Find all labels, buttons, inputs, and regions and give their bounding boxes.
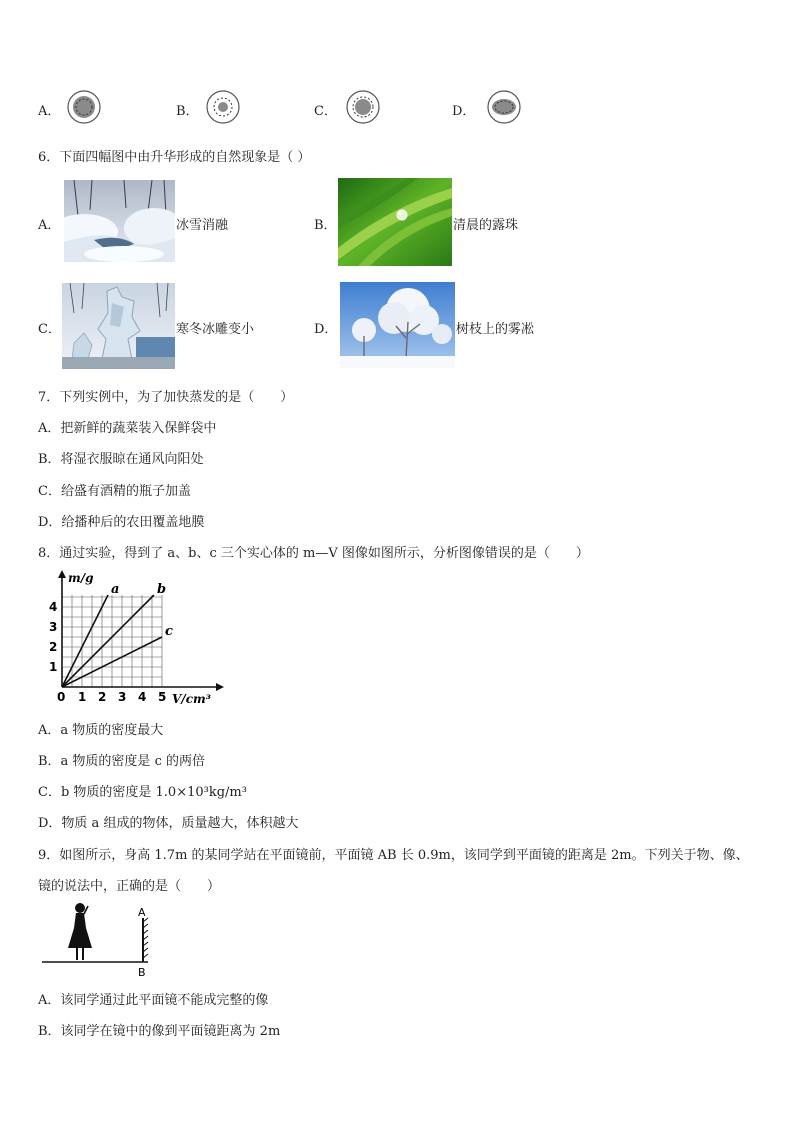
x-tick-label: 2 [98, 690, 107, 704]
q6-option-d-label: D． [314, 322, 338, 337]
q6-option-b-label: B． [314, 218, 337, 233]
q8-option-a: A．a 物质的密度最大 [38, 723, 164, 738]
q6-option-d-caption: 树枝上的雾凇 [456, 322, 535, 337]
mirror-bottom-label: B [138, 966, 146, 979]
q8-option-c: C．b 物质的密度是 1.0×10³kg/m³ [38, 785, 247, 800]
student-figure [68, 903, 92, 960]
q5-option-a-label: A． [38, 104, 61, 119]
dewdrop-on-grass-photo [338, 178, 452, 266]
graph-line-b [62, 595, 154, 687]
q8-option-b: B．a 物质的密度是 c 的两倍 [38, 754, 205, 769]
circle-large-spot-icon [67, 90, 101, 124]
q9-option-b: B．该同学在镜中的像到平面镜距离为 2m [38, 1024, 281, 1039]
y-tick-label: 3 [49, 620, 58, 634]
q7-option-a: A．把新鲜的蔬菜装入保鲜袋中 [38, 421, 217, 436]
y-tick-label: 2 [49, 640, 58, 654]
q5-option-c-label: C． [314, 104, 337, 119]
snow-melting-photo [64, 180, 175, 262]
q5-option-b-label: B． [176, 104, 199, 119]
q7-option-d: D．给播种后的农田覆盖地膜 [38, 515, 205, 530]
q8-question: 8．通过实验，得到了 a、b、c 三个实心体的 m—V 图像如图所示，分析图像错误的是（ ） [38, 546, 589, 561]
y-axis-arrow [58, 570, 66, 578]
q5-option-d-label: D． [452, 104, 476, 119]
q6-option-c-caption: 寒冬冰雕变小 [176, 322, 255, 337]
q8-option-d: D．物质 a 组成的物体，质量越大，体积越大 [38, 816, 299, 831]
q6-option-c-label: C． [38, 322, 61, 337]
graph-grid [62, 595, 162, 687]
circle-small-spot-icon [206, 90, 240, 124]
q9-question-line2: 镜的说法中，正确的是（ ） [38, 879, 221, 894]
y-axis-label: m/g [68, 571, 94, 585]
graph-line-a [62, 595, 108, 687]
q6-question: 6．下面四幅图中由升华形成的自然现象是（ ） [38, 150, 311, 165]
q9-option-a: A．该同学通过此平面镜不能成完整的像 [38, 993, 269, 1008]
q7-option-b: B．将湿衣服晾在通风向阳处 [38, 452, 204, 467]
circle-medium-spot-icon [346, 90, 380, 124]
x-tick-label: 5 [158, 690, 167, 704]
x-axis-arrow [216, 683, 224, 691]
q6-option-b-caption: 清晨的露珠 [453, 218, 519, 233]
graph-line-label-c: c [165, 624, 173, 639]
graph-line-label-b: b [157, 582, 167, 597]
q6-option-a-label: A． [38, 218, 61, 233]
x-tick-label: 3 [118, 690, 127, 704]
y-tick-label: 1 [49, 660, 58, 674]
q6-option-a-caption: 冰雪消融 [176, 218, 229, 233]
x-tick-label: 1 [78, 690, 87, 704]
rime-on-trees-photo [340, 282, 455, 368]
y-tick-label: 4 [49, 600, 58, 614]
mirror-figure [40, 900, 170, 980]
circle-oval-spot-icon [487, 90, 521, 124]
q7-option-c: C．给盛有酒精的瓶子加盖 [38, 484, 191, 499]
mirror-top-label: A [138, 906, 146, 919]
graph-line-label-a: a [111, 582, 120, 597]
ice-sculpture-photo [62, 283, 175, 369]
q9-question-line1: 9．如图所示，身高 1.7m 的某同学站在平面镜前，平面镜 AB 长 0.9m，该同学到平面镜的距离是 2m。下列关于物、像、 [38, 848, 749, 863]
x-axis-label: V/cm³ [172, 692, 211, 706]
m-v-graph [44, 568, 224, 708]
q7-question: 7．下列实例中，为了加快蒸发的是（ ） [38, 390, 294, 405]
x-tick-label: 4 [138, 690, 147, 704]
origin-label: 0 [57, 690, 66, 704]
